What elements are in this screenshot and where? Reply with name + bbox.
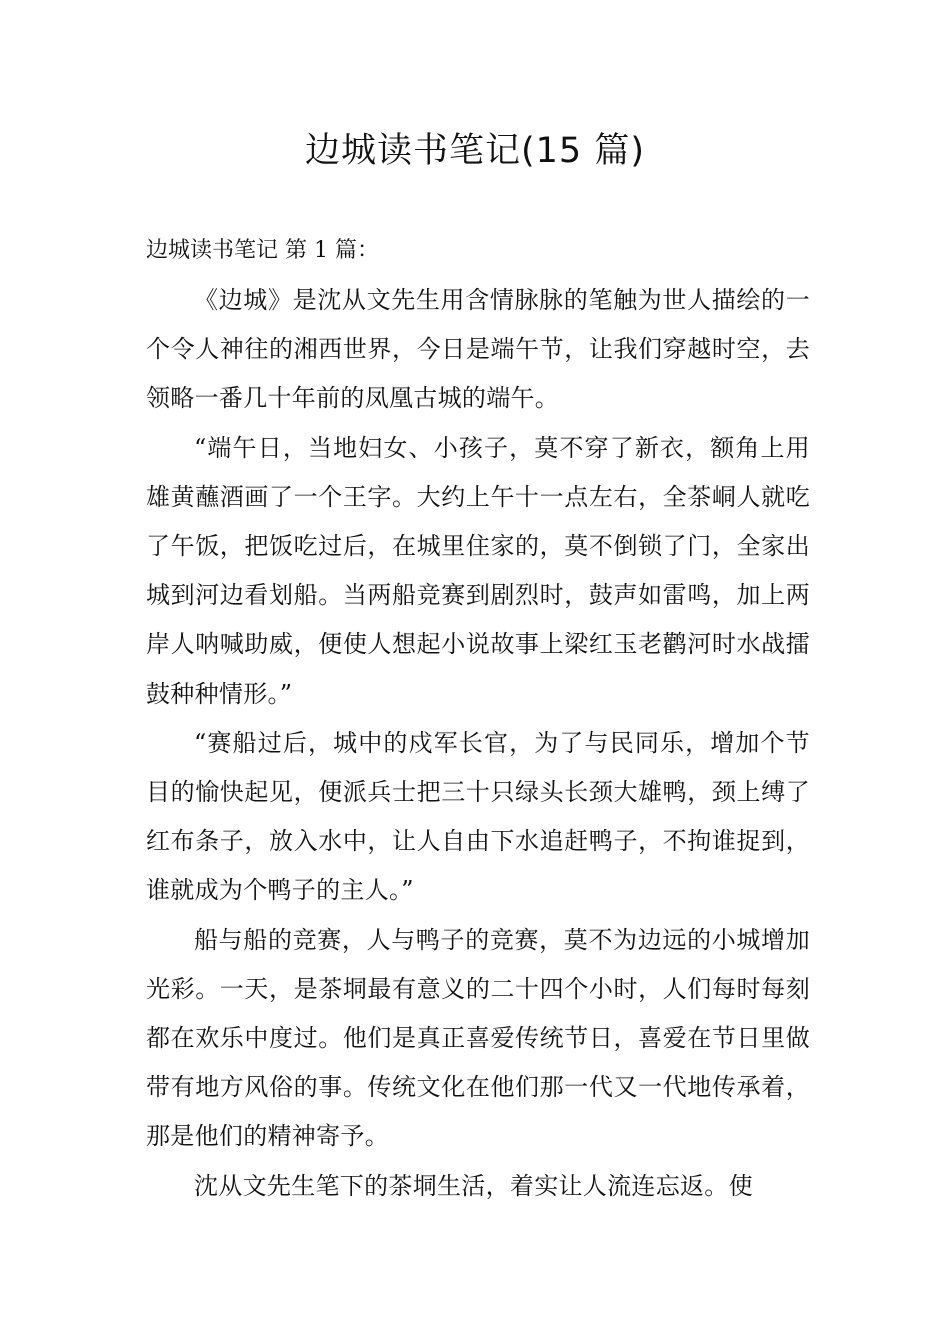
paragraph-4: 船与船的竞赛，人与鸭子的竞赛，莫不为边远的小城增加光彩。一天，是茶垌最有意义的二十四个小时，人们每时每刻都在欢乐中度过。他们是真正喜爱传统节日，喜爱在节日里做带有地方风俗的事。传统文化在他们那一代又一代地传承着，那是他们的精神寄予。 [146,925,810,1151]
document-title: 边城读书笔记(15 篇) [305,131,645,171]
section-heading: 边城读书笔记 第 1 篇： [146,238,379,263]
paragraph-2: “端午日，当地妇女、小孩子，莫不穿了新衣，额角上用雄黄蘸酒画了一个王字。大约上午十一点左右，全茶峒人就吃了午饭，把饭吃过后，在城里住家的，莫不倒锁了门，全家出城到河边看划船。当两船竞赛到剧烈时，鼓声如雷鸣，加上两岸人呐喊助威，便使人想起小说故事上梁红玉老鹳河时水战擂鼓种种情形。” [146,433,810,708]
paragraph-3: “赛船过后，城中的戍军长官，为了与民同乐，增加个节目的愉快起见，便派兵士把三十只绿头长颈大雄鸭，颈上缚了红布条子，放入水中，让人自由下水追赶鸭子，不拘谁捉到，谁就成为个鸭子的主人。” [146,728,810,905]
paragraph-5: 沈从文先生笔下的茶垌生活，着实让人流连忘返。使 [194,1171,753,1200]
paragraph-1: 《边城》是沈从文先生用含情脉脉的笔触为世人描绘的一个令人神往的湘西世界，今日是端午节，让我们穿越时空，去领略一番几十年前的凤凰古城的端午。 [146,286,810,413]
document-body [146,276,810,1211]
